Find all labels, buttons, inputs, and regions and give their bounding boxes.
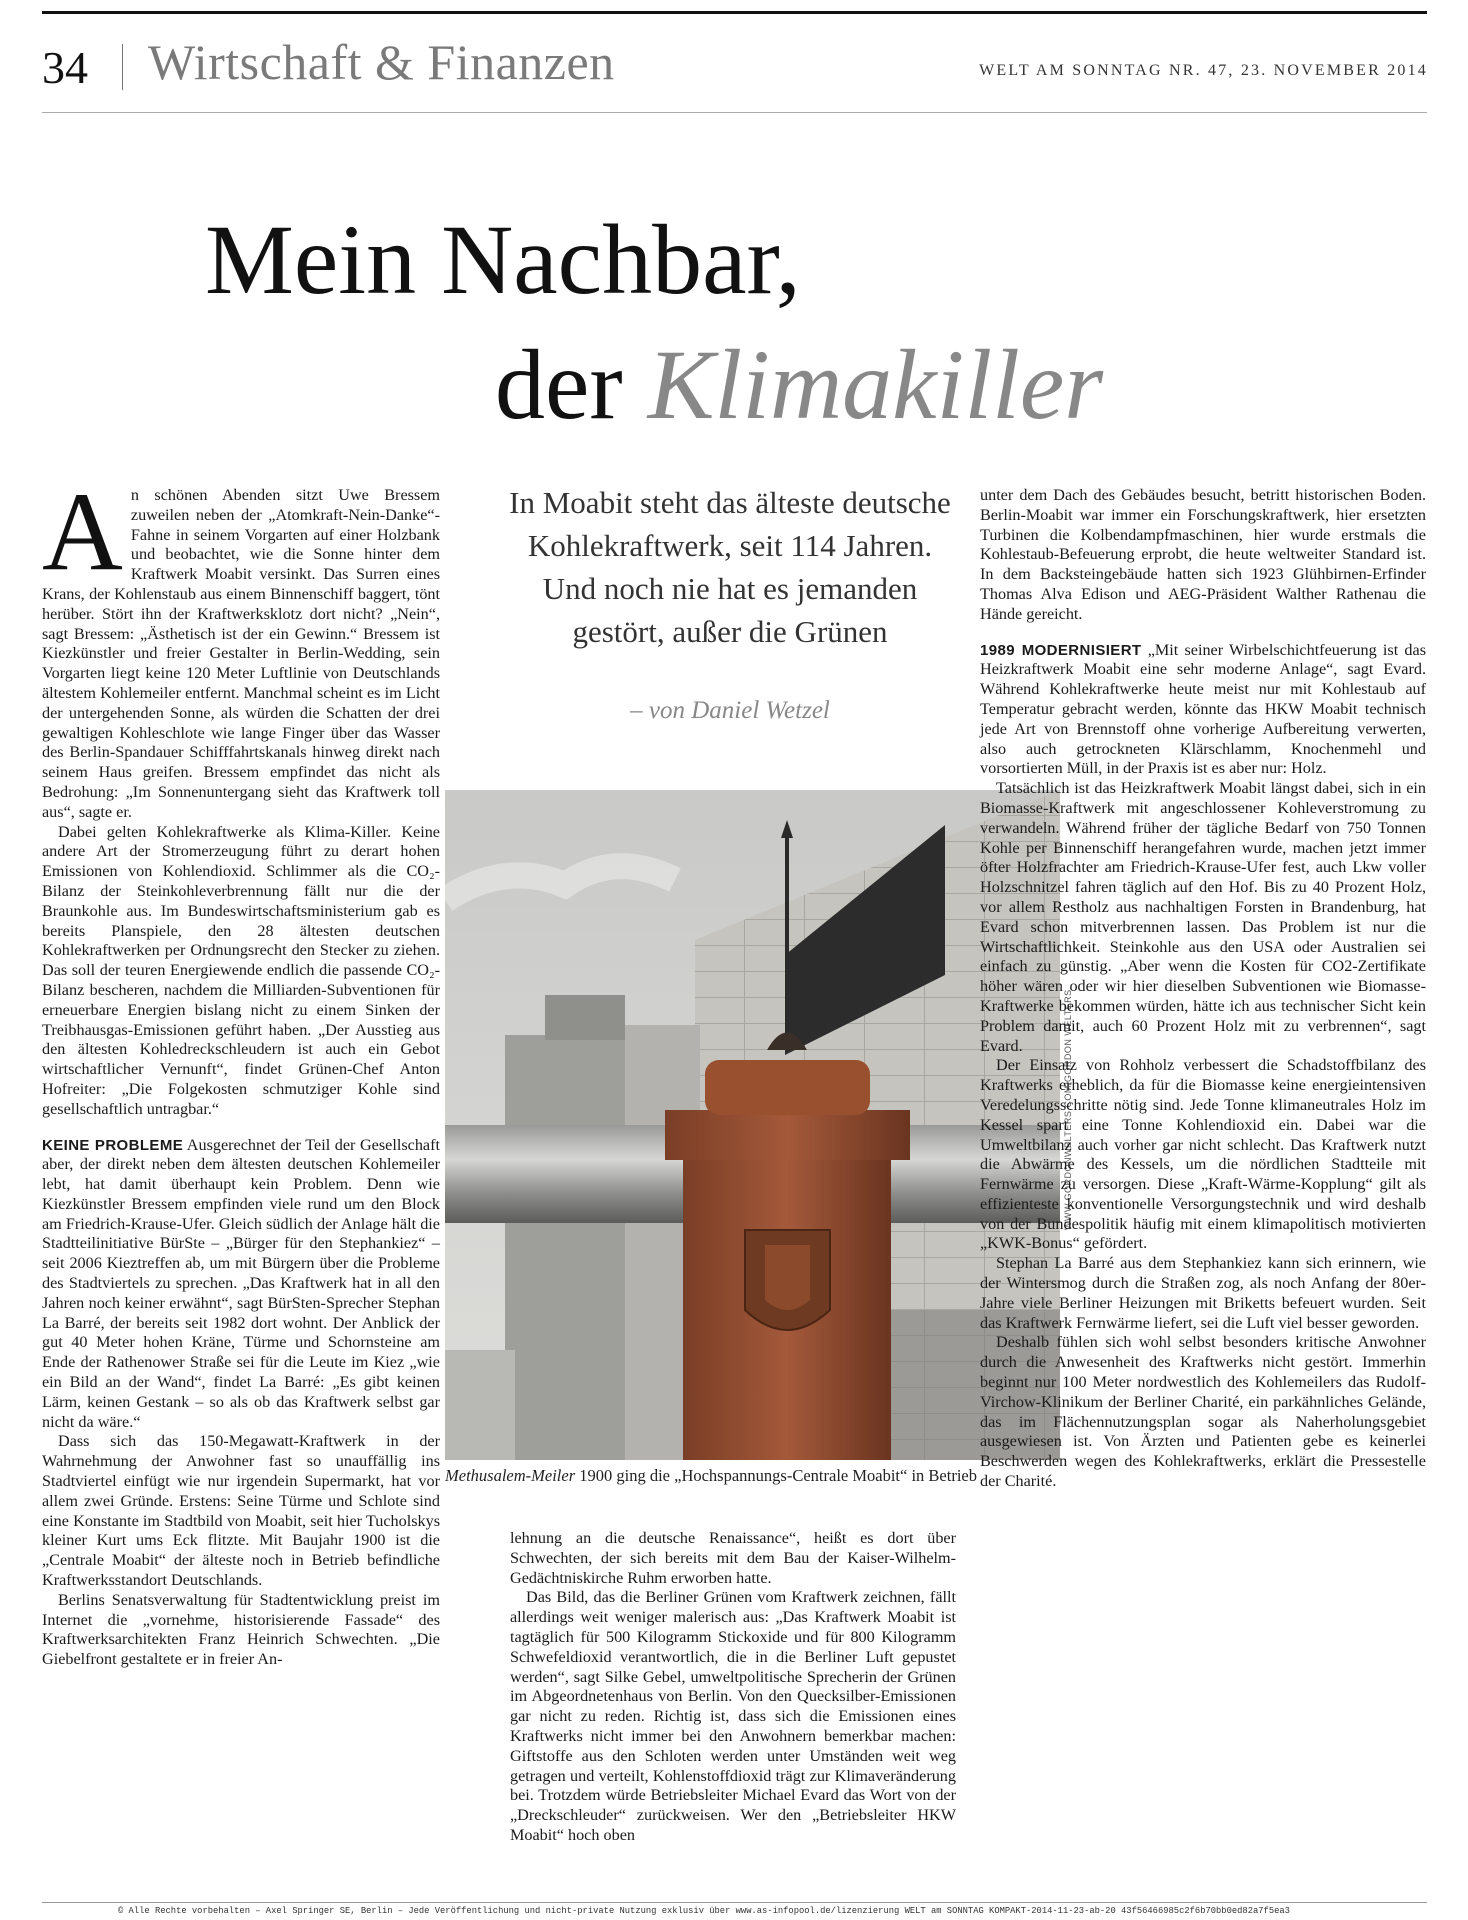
headline-line1: Mein Nachbar, [205,204,801,315]
paragraph: Deshalb fühlen sich wohl selbst besonders kritische Anwohner durch die Anwesenheit des Kraftwerks nicht gestört. Immerhin beginnt nur 100 Meter nordwestlich des Kohlemeilers das Rudolf-Virchow-Klinikum der Berliner Charité, ein parkähnliches Gelände, das im Flächennutzungsplan sogar als Naherholungsgebiet ausgewiesen ist. Von Ärzten und Patienten gebe es keinerlei Beschwerden wegen des Kohlekraftwerks, erklärt die Pressestelle der Charité. [980,1333,1426,1491]
column-1 [42,470,440,1670]
column-2 [510,1529,956,1846]
paragraph: Dass sich das 150-Megawatt-Kraftwerk in der Wahrnehmung der Anwohner fast so unauffällig ins Stadtviertel einfügt wie nur irgendein Supermarkt, hat vor allem zwei Gründe. Erstens: Seine Türme und Schlote sind eine Konstante im Stadtbild von Moabit, seit hier Tucholskys kleiner Kurt ums Eck flitzte. Mit Baujahr 1900 ist die „Centrale Moabit“ der älteste noch in Betrieb befindliche Kraftwerksstandort Deutschlands. [42,1432,440,1590]
section-title: Wirtschaft & Finanzen [148,34,615,90]
paragraph [42,1136,440,1433]
header-separator [122,44,123,90]
drop-cap: A [42,470,123,594]
paragraph-text: Ausgerechnet der Teil der Gesellschaft aber, der direkt neben dem ältesten deutschen Kohlemeiler lebt, hat damit überhaupt kein Problem. Denn wie Kiezkünstler Bressem empfinden viele rund um den Block am Friedrich-Krause-Ufer. Gleich südlich der Anlage hält die Stadtteilinitiative BürSte – „Bürger für den Stephankiez“ – seit 2006 Kieztreffen ab, um mit Bürgern über die Probleme des Stadtviertels zu sprechen. „Das Kraftwerk hat in all den Jahren noch keiner erwähnt“, sagt BürSten-Sprecher Stephan La Barré, der bereits seit 1982 dort wohnt. Der Anblick der gut 40 Meter hohen Kräne, Türme und Schornsteine am Ende der Rathenower Straße sei für die Leute im Kiez „wie ein Bild an der Wand“, findet La Barré: „Es gibt keinen Lärm, keinen Gestank – so als ob das Kraftwerk selbst gar nicht da wäre.“ [42,1135,440,1431]
page-number: 34 [42,42,88,93]
paragraph [980,641,1426,780]
subheading: KEINE PROBLEME [42,1136,184,1154]
photo-credit: WWW.GORDONWELTERS.COM/GORDON WELTERS [1063,989,1073,1230]
footer-rule [42,1902,1427,1903]
paragraph [42,470,440,823]
photo-caption [445,1465,1065,1487]
power-plant-photo [445,790,1060,1460]
article-photo [445,790,1060,1460]
headline-plain: der [495,329,623,440]
article-deck: In Moabit steht das älteste deutsche Kohlekraftwerk, seit 114 Jahren. Und noch nie hat es jemanden gestört, außer die Grünen [509,485,951,649]
issue-info: WELT AM SONNTAG NR. 47, 23. NOVEMBER 2014 [979,62,1428,79]
caption-text: 1900 ging die „Hochspannungs-Centrale Moabit“ in Betrieb [575,1466,977,1485]
paragraph-text: n schönen Abenden sitzt Uwe Bressem zuweilen neben der „Atomkraft-Nein-Danke“-Fahne in seinem Vorgarten auf einer Holzbank und beobachtet, wie die Sonne hinter dem Kraftwerk Moabit versinkt. Das Surren eines Krans, der Kohlenstaub aus einem Binnenschiff baggert, tönt herüber. Stört ihn der Kraftwerksklotz dort nicht? „Nein“, sagt Bressem: „Ästhetisch ist der ein Gewinn.“ Bressem ist Kiezkünstler und freier Gestalter in Berlin-Wedding, sein Vorgarten liegt keine 120 Meter Luftlinie von Deutschlands ältestem Kohlemeiler entfernt. Manchmal scheint es im Licht der untergehenden Sonne, als würden die Schatten der drei gewaltigen Kohleschlote wie lange Finger über das Wasser des Berlin-Spandauer Schifffahrtskanals hinweg direkt nach seinem Haus greifen. Bressem empfindet das nicht als Bedrohung: „Im Sonnenuntergang sieht das Kraftwerk toll aus“, sagte er. [42,486,440,821]
paragraph-text: „Mit seiner Wirbelschichtfeuerung ist das Heizkraftwerk Moabit eine sehr moderne Anlage“, sagt Evard. Während Kohlekraftwerke heute meist nur mit Kohlestaub auf Temperatur gebracht werden, könnte das HKW Moabit technisch jede Art von Brennstoff ohne vorherige Aufbereitung verwerten, also auch getrockneten Klärschlamm, Knochenmehl und vorsortierten Müll, in der Praxis ist es aber nur: Holz. [980,640,1426,778]
headline-italic: Klimakiller [647,329,1104,440]
paragraph: unter dem Dach des Gebäudes besucht, betritt historischen Boden. Berlin-Moabit war immer ein Forschungskraftwerk, hier ersetzten Turbinen die Kolbendampfmaschinen, hier wurde erstmals die Kohlestaub-Befeuerung erprobt, die heute weltweiter Standard ist. In dem Backsteingebäude hatten sich 1923 Glühbirnen-Erfinder Thomas Alva Edison und AEG-Präsident Walther Rathenau die Hände gereicht. [980,486,1426,623]
footer-copyright: © Alle Rechte vorbehalten – Axel Springer SE, Berlin – Jede Veröffentlichung und nicht-private Nutzung exklusiv über www.as-infopool.de/lizenzierung WELT am SONNTAG KOMPAKT-2014-11-23-ab-20 43f56466985c2f6b70bb0ed82a7f5ea3 [118,1906,1290,1916]
paragraph: lehnung an die deutsche Renaissance“, heißt es dort über Schwechten, der sich bereits mit dem Bau der Kaiser-Wilhelm-Gedächtniskirche Ruhm erworben hatte. [510,1529,956,1587]
paragraph: Tatsächlich ist das Heizkraftwerk Moabit längst dabei, sich in ein Biomasse-Kraftwerk mit angeschlossener Kohleverstromung zu verwandeln. Während früher der tägliche Bedarf von 750 Tonnen Kohle per Binnenschiff herangefahren wurde, machen jetzt immer öfter Holzfrachter am Friedrich-Krause-Ufer fest, auch Lkw voller Holzschnitzel fahren täglich auf den Hof. Bis zu 40 Prozent Holz, vor allem Restholz aus nachhaltigen Forsten in Brandenburg, hat Evard schon mitverbrennen lassen. Das Problem ist nur die Wirtschaftlichkeit. Steinkohle aus den USA oder Australien sei einfach zu günstig. „Aber wenn die Kosten für CO2-Zertifikate höher wären oder wir hier dieselben Subventionen wie Biomasse-Kraftwerke bekommen würden, hätte ich aus technischer Sicht kein Problem damit, auch 60 Prozent Holz mit zu verbrennen“, sagt Evard. [980,779,1426,1055]
subheading: 1989 MODERNISIERT [980,641,1142,659]
caption-italic: Methusalem-Meiler [445,1466,576,1485]
paragraph: Stephan La Barré aus dem Stephankiez kann sich erinnern, wie der Wintersmog durch die Straßen zog, als noch Anfang der 80er-Jahre viele Berliner Heizungen mit Briketts befeuert wurden. Seit das Kraftwerk Fernwärme liefert, sei die Luft viel besser geworden. [980,1254,1426,1332]
paragraph: Dabei gelten Kohlekraftwerke als Klima-Killer. Keine andere Art der Stromerzeugung führt zu derart hohen Emissionen von Kohlendioxid. Schlimmer als die CO₂-Bilanz der Steinkohleverbrennung fällt nur die der Braunkohle aus. Im Bundeswirtschaftsministerium gab es bereits Planspiele, den 28 ältesten deutschen Kohlekraftwerken per Ordnungsrecht den Stecker zu ziehen. Das soll der teuren Energiewende endlich die passende CO₂-Bilanz bescheren, nachdem die Milliarden-Subventionen für erneuerbare Energien bislang nicht zu einem Sinken der Treibhausgas-Emissionen geführt haben. „Der Ausstieg aus den ältesten Kohledreckschleudern ist auch ein Gebot wirtschaftlicher Vernunft“, findet Grünen-Chef Anton Hofreiter: „Die Folgekosten schmutziger Kohle sind gesellschaftlich untragbar.“ [42,822,440,1118]
paragraph: Das Bild, das die Berliner Grünen vom Kraftwerk zeichnen, fällt allerdings weit weniger malerisch aus: „Das Kraftwerk Moabit ist tagtäglich für 500 Kilogramm Stickoxide und für 800 Kilogramm Schwefeldioxid verantwortlich, die in die Berliner Luft gepustet werden“, sagt Silke Gebel, umweltpolitische Sprecherin der Grünen im Abgeordnetenhaus von Berlin. Von den Quecksilber-Emissionen gar nicht zu reden. Richtig ist, dass sich die Emissionen eines Kraftwerks nicht immer bei den Anwohnern bemerkbar machen: Giftstoffe aus den Schloten werden unter Umständen weit weg getragen und verteilt, Kohlenstoffdioxid trägt zur Klimaveränderung bei. Trotzdem würde Betriebsleiter Michael Evard das Wort von der „Dreckschleuder“ zurückweisen. Wer den „Betriebsleiter HKW Moabit“ hoch oben [510,1588,956,1844]
headline-line2 [495,330,1103,440]
header-rule [42,112,1427,113]
paragraph: Der Einsatz von Rohholz verbessert die Schadstoffbilanz des Kraftwerks erheblich, da für die Biomasse keine energieintensiven Veredelungsschritte nötig sind. Jede Tonne klimaneutrales Holz im Kessel spart eine Tonne Kohlendioxid ein. Dabei war die Umweltbilanz auch vorher gar nicht schlecht. Das Kraftwerk nutzt die Abwärme des Kessels, um die nördlichen Stadtteile mit Fernwärme zu versorgen. Diese „Kraft-Wärme-Kopplung“ gilt als effizienteste konventionelle Versorgungstechnik und wird deshalb von der Bundespolitik häufig mit einem klimapolitisch motivierten „KWK-Bonus“ gefördert. [980,1056,1426,1253]
byline: – von Daniel Wetzel [630,697,830,724]
column-3 [980,486,1426,1492]
paragraph: Berlins Senatsverwaltung für Stadtentwicklung preist im Internet die „vornehme, historisierende Fassade“ des Kraftwerksarchitekten Franz Heinrich Schwechten. „Die Giebelfront gestaltete er in freier An- [42,1590,440,1669]
top-rule [42,11,1427,14]
